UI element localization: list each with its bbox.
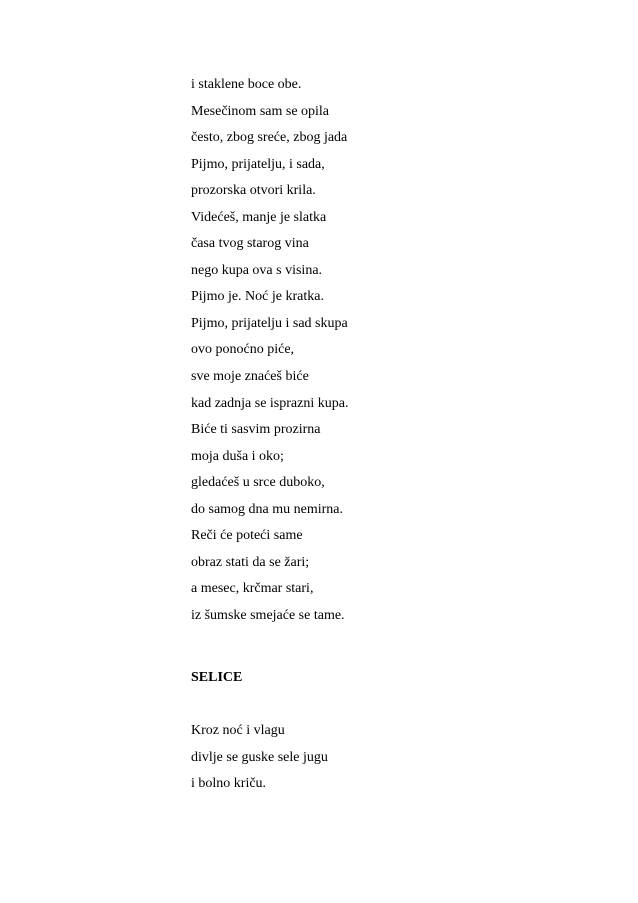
poem-title: SELICE [191, 670, 243, 685]
poem-continuation [191, 72, 348, 629]
poem-line: moja duša i oko; [191, 448, 284, 464]
poem-line: do samog dna mu nemirna. [191, 501, 344, 517]
poem-line: Pijmo, prijatelju i sad skupa [191, 315, 348, 331]
poem-line: često, zbog sreće, zbog jada [191, 130, 348, 146]
poem-line: sve moje znaćeš biće [191, 369, 309, 385]
poem-line: obraz stati da se žari; [191, 554, 310, 570]
poem-line: Pijmo je. Noć je kratka. [191, 289, 324, 305]
poem-selice [191, 718, 328, 798]
poem-line: kad zadnja se isprazni kupa. [191, 395, 349, 411]
poem-line: prozorska otvori krila. [191, 183, 316, 199]
poem-line: Kroz noć i vlagu [191, 723, 285, 738]
poem-line: Pijmo, prijatelju, i sada, [191, 156, 325, 172]
poem-line: Videćeš, manje je slatka [191, 209, 327, 225]
poem-line: ovo ponoćno piće, [191, 342, 295, 358]
poem-line: divlje se guske sele jugu [191, 749, 328, 765]
poem-line: i bolno kriču. [191, 776, 267, 792]
poem-line: Reči će poteći same [191, 528, 303, 544]
poem-line: časa tvog starog vina [191, 236, 309, 252]
poem-line: iz šumske smejaće se tame. [191, 607, 345, 623]
poem-line: Biće ti sasvim prozirna [191, 422, 321, 438]
poem-line: gledaćeš u srce duboko, [191, 475, 325, 491]
poem-line: a mesec, krčmar stari, [191, 581, 314, 597]
poem-line: Mesečinom sam se opila [191, 103, 330, 119]
poem-line: i staklene boce obe. [191, 77, 302, 92]
poem-line: nego kupa ova s visina. [191, 262, 323, 278]
